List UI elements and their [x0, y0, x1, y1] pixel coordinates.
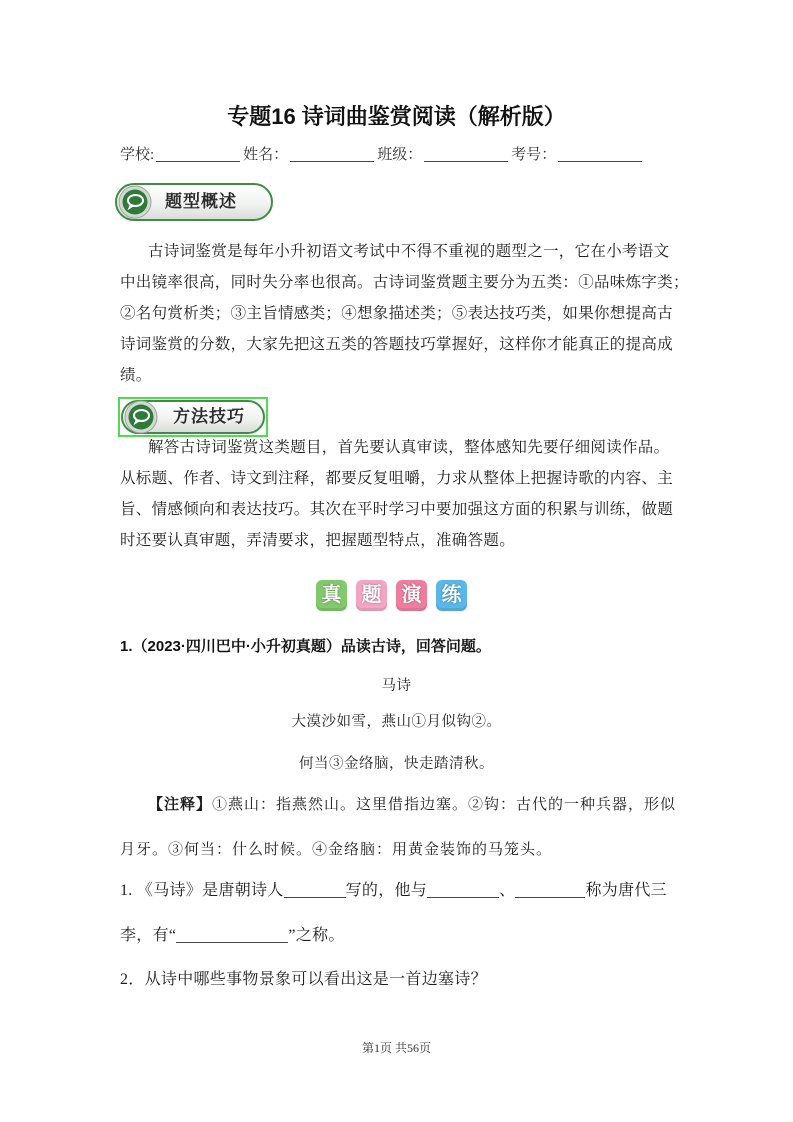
annotation-label: 【注释】 — [148, 797, 213, 813]
banner-label-method: 方法技巧 — [173, 407, 245, 426]
sub-question-2: 2．从诗中哪些事物景象可以看出这是一首边塞诗？ — [120, 971, 487, 988]
poem-line: 何当③金络脑，快走踏清秋。 — [299, 756, 494, 772]
annotation-text: ①燕山：指燕然山。这里借指边塞。②钩：古代的一种兵器，形似 — [212, 797, 677, 813]
name-label: 姓名： — [243, 147, 289, 163]
sub-question-text: 1. 《马诗》是唐朝诗人 — [120, 882, 284, 899]
sub-question-1 — [120, 880, 667, 902]
badge-char: 练 — [436, 580, 467, 611]
overview-paragraph — [120, 236, 689, 391]
page-title: 专题16 诗词曲鉴赏阅读（解析版） — [227, 104, 566, 129]
answer-blank — [427, 881, 499, 898]
answer-blank — [515, 881, 585, 898]
speech-bubble-icon — [118, 185, 152, 219]
class-label: 班级： — [377, 147, 423, 163]
paragraph-line: 诗词鉴赏的分数，大家先把这五类的答题技巧掌握好，这样你才能真正的提高成 — [120, 336, 674, 353]
badge-char: 真 — [316, 580, 347, 611]
sub-question-1-continued — [120, 925, 345, 947]
badge-char: 题 — [356, 580, 387, 611]
sub-question-text: ”之称。 — [288, 927, 345, 944]
badge-char: 演 — [396, 580, 427, 611]
paragraph-line: 中出镜率很高，同时失分率也很高。古诗词鉴赏题主要分为五类：①品味炼字类； — [120, 274, 689, 291]
exam-number-blank — [558, 145, 642, 162]
poem-title: 马诗 — [381, 678, 412, 694]
school-blank — [156, 145, 240, 162]
paragraph-line: 旨、情感倾向和表达技巧。其次在平时学习中要加强这方面的积累与训练，做题 — [120, 501, 674, 518]
sub-question-text: 、 — [499, 882, 516, 899]
method-paragraph — [120, 432, 680, 556]
annotation-line — [148, 795, 676, 815]
name-blank — [290, 145, 374, 162]
section-banner-method-frame — [118, 397, 268, 437]
question-heading: 1.（2023·四川巴中·小升初真题）品读古诗，回答问题。 — [120, 638, 491, 655]
exam-number-label: 考号： — [511, 147, 557, 163]
page-footer: 第1页 共56页 — [361, 1041, 431, 1055]
paragraph-line: 时还要认真审题，弄清要求，把握题型特点，准确答题。 — [120, 532, 516, 549]
answer-blank — [284, 881, 346, 898]
paragraph-line: 从标题、作者、诗文到注释，都要反复咀嚼，力求从整体上把握诗歌的内容、主 — [120, 470, 674, 487]
section-banner-method — [121, 400, 265, 434]
sub-question-text: 称为唐代三 — [585, 882, 667, 899]
paragraph-line: 古诗词鉴赏是每年小升初语文考试中不得不重视的题型之一，它在小考语文 — [148, 243, 670, 260]
poem-line: 大漠沙如雪，燕山①月似钩②。 — [291, 714, 502, 730]
sub-question-text: 写的，他与 — [345, 882, 428, 899]
paragraph-line: 解答古诗词鉴赏这类题目，首先要认真审读，整体感知先要仔细阅读作品。 — [148, 439, 670, 456]
answer-blank — [176, 926, 288, 943]
sub-question-text: 李，有“ — [120, 927, 177, 944]
student-info-line — [120, 144, 645, 166]
class-blank — [424, 145, 508, 162]
school-label: 学校: — [120, 147, 155, 163]
paragraph-line: ②名句赏析类；③主旨情感类；④想象描述类；⑤表达技巧类，如果你想提高古 — [120, 305, 674, 322]
section-banner-overview — [115, 183, 273, 221]
annotation-line: 月牙。③何当：什么时候。④金络脑：用黄金装饰的马笼头。 — [120, 842, 553, 858]
paragraph-line: 绩。 — [120, 367, 152, 384]
speech-bubble-icon — [124, 400, 158, 434]
banner-label-overview: 题型概述 — [165, 192, 237, 211]
